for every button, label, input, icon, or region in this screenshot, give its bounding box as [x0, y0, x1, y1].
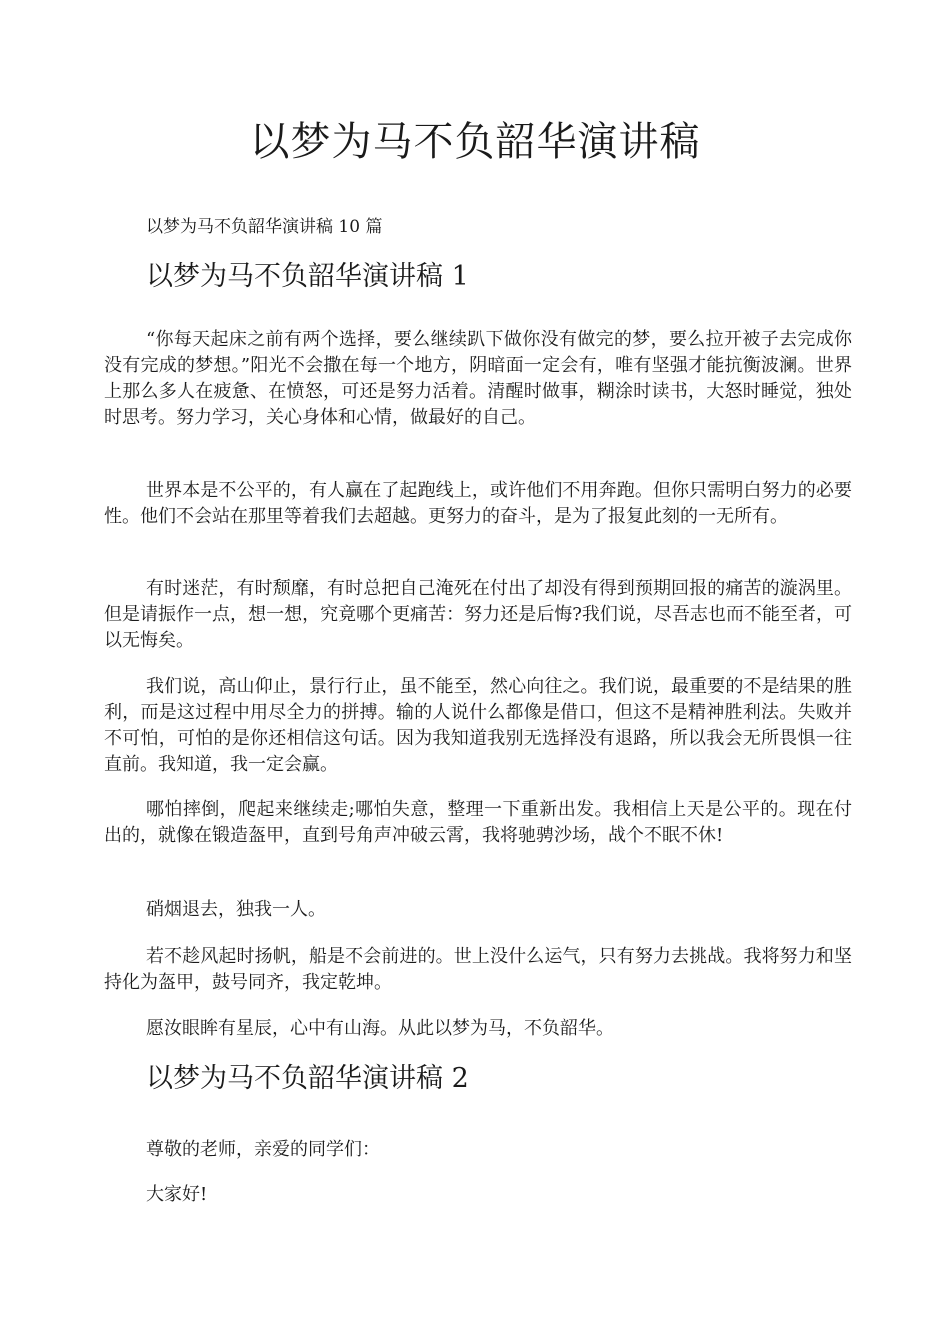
document-subtitle: 以梦为马不负韶华演讲稿 10 篇: [146, 217, 383, 237]
section-1-paragraph-5: 哪怕摔倒，爬起来继续走;哪怕失意，整理一下重新出发。我相信上天是公平的。现在付出的，就像在锻造盔甲，直到号角声冲破云霄，我将驰骋沙场，战个不眠不休!: [104, 799, 852, 846]
section-1-paragraph-4: 我们说，高山仰止，景行行止，虽不能至，然心向往之。我们说，最重要的不是结果的胜利，而是这过程中用尽全力的拼搏。输的人说什么都像是借口，但这不是精神胜利法。失败并不可怕，可怕的是你还相信这句话。因为我知道我别无选择没有退路，所以我会无所畏惧一往直前。我知道，我一定会赢。: [104, 676, 852, 775]
section-1-paragraph-7: 若不趁风起时扬帆，船是不会前进的。世上没什么运气，只有努力去挑战。我将努力和坚持化为盔甲，鼓号同齐，我定乾坤。: [104, 946, 852, 993]
section-1-paragraph-2: 世界本是不公平的，有人赢在了起跑线上，或许他们不用奔跑。但你只需明白努力的必要性。他们不会站在那里等着我们去超越。更努力的奋斗，是为了报复此刻的一无所有。: [104, 480, 852, 527]
section-1-heading: 以梦为马不负韶华演讲稿 1: [146, 261, 469, 292]
section-1-paragraph-6: 硝烟退去，独我一人。: [146, 899, 326, 920]
section-2-salutation: 尊敬的老师，亲爱的同学们：: [146, 1139, 380, 1160]
section-1-paragraph-1: “你每天起床之前有两个选择，要么继续趴下做你没有做完的梦，要么拉开被子去完成你没有完成的梦想。”阳光不会撒在每一个地方，阴暗面一定会有，唯有坚强才能抗衡波澜。世界上那么多人在疲惫、在愤怒，可还是努力活着。清醒时做事，糊涂时读书，大怒时睡觉，独处时思考。努力学习，关心身体和心情，做最好的自己。: [104, 329, 852, 428]
section-1-paragraph-8: 愿汝眼眸有星辰，心中有山海。从此以梦为马，不负韶华。: [146, 1018, 614, 1039]
document-title: 以梦为马不负韶华演讲稿: [249, 119, 701, 165]
section-2-greeting: 大家好!: [146, 1184, 208, 1205]
section-1-paragraph-3: 有时迷茫，有时颓靡，有时总把自己淹死在付出了却没有得到预期回报的痛苦的漩涡里。但是请振作一点，想一想，究竟哪个更痛苦：努力还是后悔?我们说，尽吾志也而不能至者，可以无悔矣。: [104, 578, 852, 651]
section-2-heading: 以梦为马不负韶华演讲稿 2: [146, 1063, 469, 1094]
